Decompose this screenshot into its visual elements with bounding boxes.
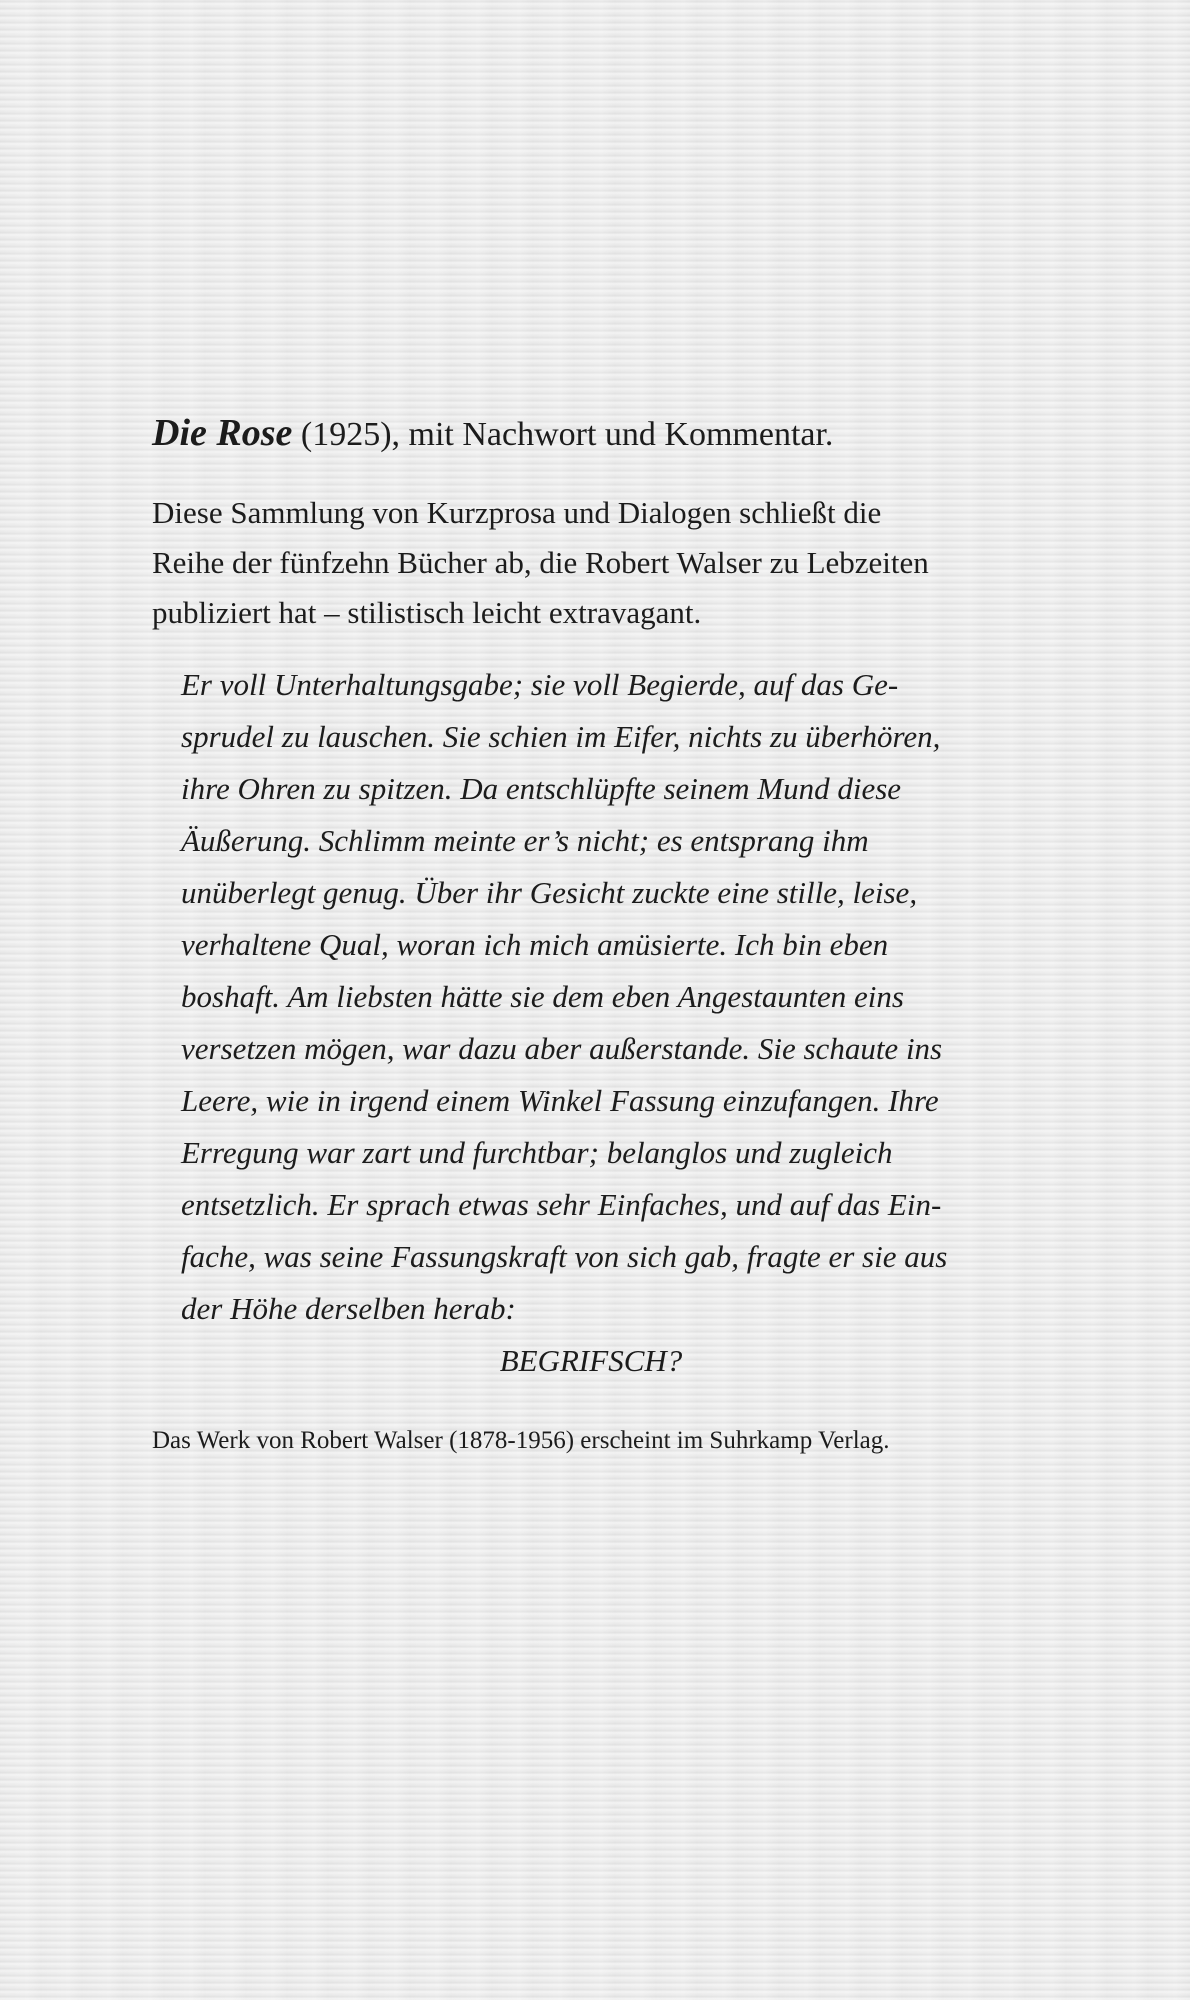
- quote-line: fache, was seine Fassungskraft von sich gab, fragte er sie aus: [181, 1239, 948, 1274]
- book-heading: [152, 410, 1052, 458]
- quote-line: Äußerung. Schlimm meinte er’s nicht; es entsprang ihm: [181, 823, 869, 858]
- quote-line: versetzen mögen, war dazu aber außerstande. Sie schaute ins: [181, 1031, 943, 1066]
- quote-line: Erregung war zart und furchtbar; belanglos und zugleich: [181, 1135, 893, 1170]
- book-edition-info: (1925), mit Nachwort und Kommentar.: [292, 416, 834, 453]
- quote-line: entsetzlich. Er sprach etwas sehr Einfaches, und auf das Ein-: [181, 1187, 942, 1222]
- quote-line: boshaft. Am liebsten hätte sie dem eben Angestaunten eins: [181, 979, 904, 1014]
- quote-closing-line: BEGRIFSCH?: [499, 1343, 683, 1378]
- publisher-note: Das Werk von Robert Walser (1878-1956) erscheint im Suhrkamp Verlag.: [152, 1427, 890, 1454]
- quote-line: ihre Ohren zu spitzen. Da entschlüpfte seinem Mund diese: [181, 771, 902, 806]
- quote-line: Leere, wie in irgend einem Winkel Fassung einzufangen. Ihre: [181, 1083, 939, 1118]
- excerpt-quote: [181, 659, 1041, 1387]
- book-description: [152, 488, 1052, 638]
- quote-line: verhaltene Qual, woran ich mich amüsierte. Ich bin eben: [181, 927, 889, 962]
- description-line: publiziert hat – stilistisch leicht extravagant.: [152, 595, 702, 630]
- description-line: Diese Sammlung von Kurzprosa und Dialogen schließt die: [152, 495, 882, 530]
- quote-line: sprudel zu lauschen. Sie schien im Eifer, nichts zu überhören,: [181, 719, 941, 754]
- book-title: Die Rose: [152, 412, 293, 454]
- quote-line: Er voll Unterhaltungsgabe; sie voll Begierde, auf das Ge-: [181, 667, 899, 702]
- description-line: Reihe der fünfzehn Bücher ab, die Robert Walser zu Lebzeiten: [152, 545, 929, 580]
- quote-line: unüberlegt genug. Über ihr Gesicht zuckte eine stille, leise,: [181, 875, 918, 910]
- quote-line: der Höhe derselben herab:: [181, 1291, 516, 1326]
